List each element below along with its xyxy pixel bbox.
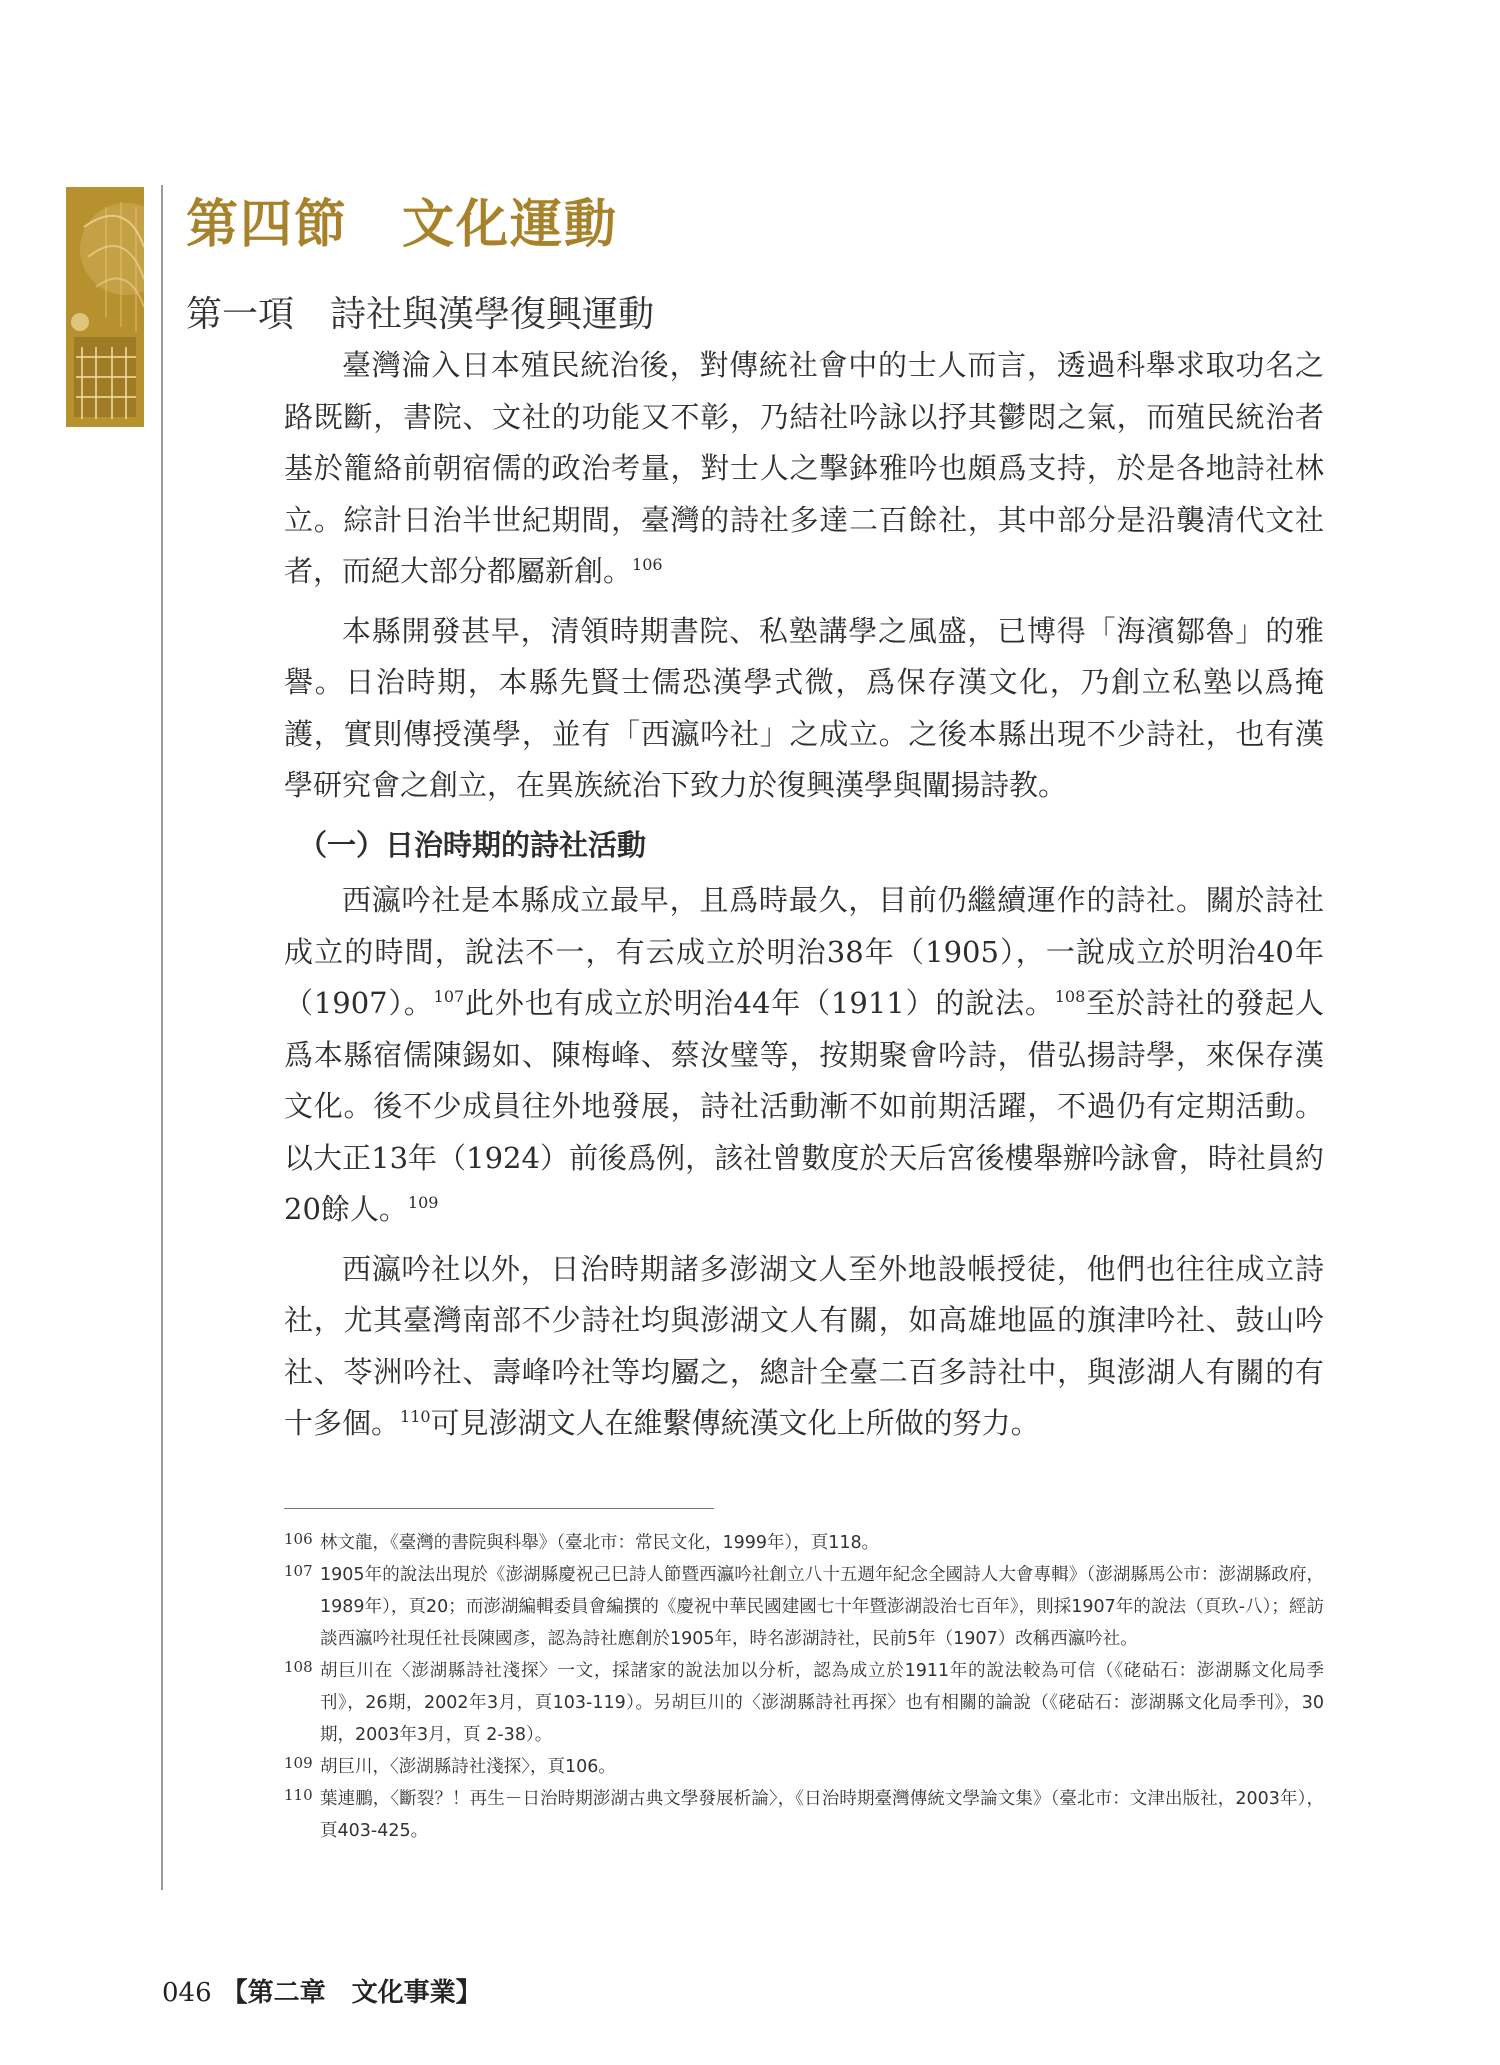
section-title: 第四節 文化運動 [186,194,619,255]
paragraph-3: 西瀛吟社是本縣成立最早，且爲時最久，目前仍繼續運作的詩社。關於詩社成立的時間，說法不一，有云成立於明治38年（1905），一說成立於明治40年（1907）。$^{107}$此外也有成立於明治44年（1911）的說法。$^{108}$至於詩社的發起人爲本縣宿儒陳錫如、陳梅峰、蔡汝璧等，按期聚會吟詩，借弘揚詩學，來保存漢文化。後不少成員往外地發展，詩社活動漸不如前期活躍，不過仍有定期活動。以大正13年（1924）前後爲例，該社曾數度於天后宮後樓舉辦吟詠會，時社員約20餘人。$^{109}$ [284,883,1324,1226]
footnote-ref-108: 108 [1054,987,1086,1006]
subsection-title: 第一項 詩社與漢學復興運動 [186,294,655,335]
footnote-106 [284,1527,1324,1559]
margin-rule [161,185,163,1890]
footnote-107 [284,1559,1324,1655]
page-number: 046 [162,1978,212,2008]
footnote-108 [284,1655,1324,1751]
chapter-label: 【第二章 文化事業】 [221,1978,482,2008]
body-text [284,340,1324,1458]
footnote-text: 林文龍，《臺灣的書院與科舉》（臺北市：常民文化，1999年），頁118。 [320,1533,880,1553]
paragraph-4: 西瀛吟社以外，日治時期諸多澎湖文人至外地設帳授徒，他們也往往成立詩社，尤其臺灣南部不少詩社均與澎湖文人有關，如高雄地區的旗津吟社、鼓山吟社、苓洲吟社、壽峰吟社等均屬之，總計全臺二百多詩社中，與澎湖人有關的有十多個。$^{110}$可見澎湖文人在維繫傳統漢文化上所做的努力。 [284,1251,1324,1440]
paragraph-1: 臺灣淪入日本殖民統治後，對傳統社會中的士人而言，透過科舉求取功名之路既斷，書院、文社的功能又不彰，乃結社吟詠以抒其鬱悶之氣，而殖民統治者基於籠絡前朝宿儒的政治考量，對士人之擊鉢雅吟也頗爲支持，於是各地詩社林立。綜計日治半世紀期間，臺灣的詩社多達二百餘社，其中部分是沿襲清代文社者，而絕大部分都屬新創。$^{106}$ [284,348,1324,588]
footnote-text: 胡巨川在〈澎湖縣詩社淺探〉一文，採諸家的說法加以分析，認為成立於1911年的說法較為可信（《硓𥑮石：澎湖縣文化局季刊》，26期，2002年3月，頁103-119）。另胡巨川的〈澎湖縣詩社再探〉也有相關的論說（《硓𥑮石：澎湖縣文化局季刊》，30期，2003年3月，頁 2-38）。 [320,1661,1324,1745]
footnote-text: 葉連鵬，〈斷裂？！再生－日治時期澎湖古典文學發展析論〉，《日治時期臺灣傳統文學論文集》（臺北市：文津出版社，2003年），頁403-425。 [320,1789,1324,1841]
footnote-number: 107 [284,1562,313,1580]
footnote-number: 110 [284,1786,313,1804]
page-footer [162,1972,482,2009]
footnote-ref-107: 107 [433,987,465,1006]
paragraph-2: 本縣開發甚早，清領時期書院、私塾講學之風盛，已博得「海濱鄒魯」的雅譽。日治時期，本縣先賢士儒恐漢學式微，爲保存漢文化，乃創立私塾以爲掩護，實則傳授漢學，並有「西瀛吟社」之成立。之後本縣出現不少詩社，也有漢學研究會之創立，在異族統治下致力於復興漢學與闡揚詩教。 [284,613,1324,802]
footnote-ref-110: 110 [400,1407,431,1426]
footnote-110 [284,1783,1324,1847]
footnote-109 [284,1751,1324,1783]
heading-japanese-era-poetry: （一）日治時期的詩社活動 [298,827,647,862]
footnote-text: 1905年的說法出現於《澎湖縣慶祝己巳詩人節暨西瀛吟社創立八十五週年紀念全國詩人大會專輯》（澎湖縣馬公市：澎湖縣政府，1989年），頁20；而澎湖編輯委員會編撰的《慶祝中華民國建國七十年暨澎湖設治七百年》，則採1907年的說法（頁玖-八）；經訪談西瀛吟社現任社長陳國彥，認為詩社應創於1905年，時名澎湖詩社，民前5年（1907）改稱西瀛吟社。 [320,1565,1324,1649]
footnote-text: 胡巨川，〈澎湖縣詩社淺探〉，頁106。 [320,1757,616,1777]
footnote-number: 106 [284,1530,313,1548]
footnotes [284,1527,1324,1847]
footnote-number: 109 [284,1754,313,1772]
footnote-ref-106: 106 [632,555,663,574]
footnote-divider [284,1508,714,1509]
footnote-number: 108 [284,1658,313,1676]
chapter-image-banner [66,187,144,427]
footnote-ref-109: 109 [407,1193,439,1212]
